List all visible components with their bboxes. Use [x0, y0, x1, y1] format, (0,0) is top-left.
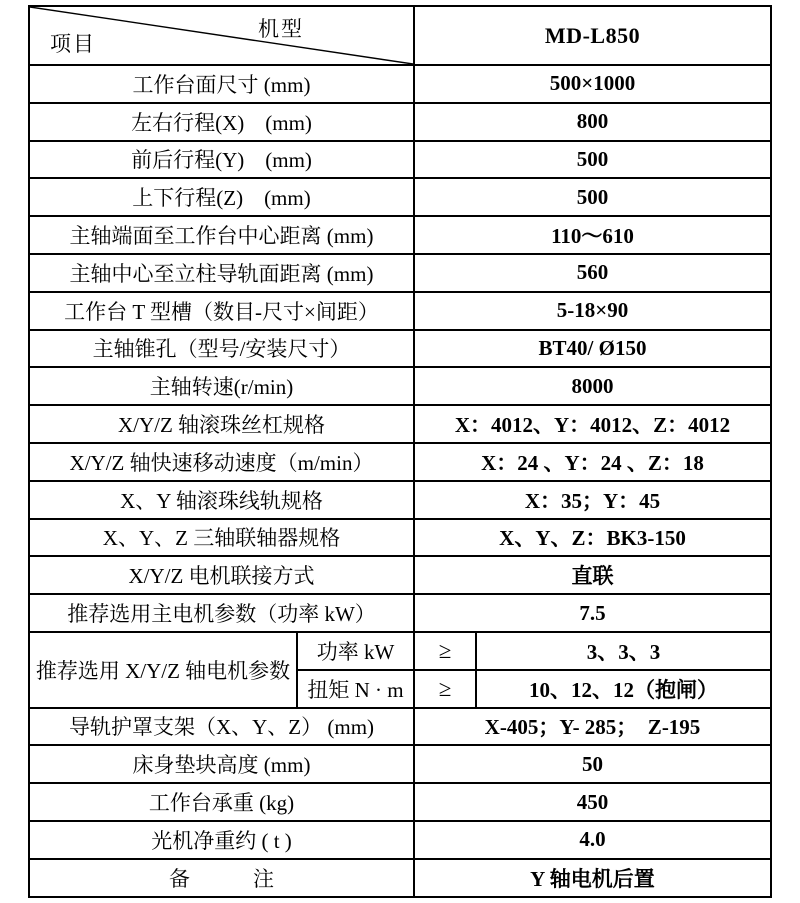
spec-value: 560: [414, 254, 771, 292]
remark-row: [29, 859, 771, 897]
spec-row: [29, 821, 771, 859]
spec-label: X/Y/Z 轴滚珠丝杠规格: [29, 405, 414, 443]
spec-label: 导轨护罩支架（X、Y、Z） (mm): [29, 708, 414, 746]
spec-row: [29, 594, 771, 632]
spec-value: 5-18×90: [414, 292, 771, 330]
spec-row: [29, 216, 771, 254]
header-machine-type-label: 机型: [258, 17, 304, 41]
spec-value: 500: [414, 141, 771, 179]
spec-value: 800: [414, 103, 771, 141]
spec-label: 工作台承重 (kg): [29, 783, 414, 821]
spec-label: 主轴转速(r/min): [29, 367, 414, 405]
spec-value: X-405；Y- 285； Z-195: [414, 708, 771, 746]
spec-label: 工作台 T 型槽（数目-尺寸×间距）: [29, 292, 414, 330]
spec-value: 8000: [414, 367, 771, 405]
spec-value: 450: [414, 783, 771, 821]
motor-power-value: 3、3、3: [476, 632, 771, 670]
motor-group-label: 推荐选用 X/Y/Z 轴电机参数: [29, 632, 297, 708]
spec-row: [29, 367, 771, 405]
spec-value: X：35；Y：45: [414, 481, 771, 519]
header-corner-cell: [29, 6, 414, 65]
spec-row: [29, 141, 771, 179]
spec-row: [29, 708, 771, 746]
remark-value: Y 轴电机后置: [414, 859, 771, 897]
spec-value: 500×1000: [414, 65, 771, 103]
spec-label: 主轴中心至立柱导轨面距离 (mm): [29, 254, 414, 292]
spec-row: [29, 178, 771, 216]
greater-equal-symbol: ≥: [414, 632, 476, 670]
spec-row: [29, 481, 771, 519]
spec-label: 左右行程(X) (mm): [29, 103, 414, 141]
spec-value: X：4012、Y：4012、Z：4012: [414, 405, 771, 443]
spec-value: 50: [414, 745, 771, 783]
table-header-row: [29, 6, 771, 65]
greater-equal-symbol: ≥: [414, 670, 476, 708]
header-model-cell: MD-L850: [414, 6, 771, 65]
spec-label: 工作台面尺寸 (mm): [29, 65, 414, 103]
spec-row: [29, 745, 771, 783]
spec-label: 上下行程(Z) (mm): [29, 178, 414, 216]
spec-row: [29, 330, 771, 368]
spec-label: X/Y/Z 轴快速移动速度（m/min）: [29, 443, 414, 481]
spec-value: BT40/ Ø150: [414, 330, 771, 368]
spec-label: 光机净重约 ( t ): [29, 821, 414, 859]
spec-row: [29, 65, 771, 103]
spec-label: X、Y 轴滚珠线轨规格: [29, 481, 414, 519]
machine-spec-table: [28, 5, 772, 898]
spec-value: 500: [414, 178, 771, 216]
motor-power-label: 功率 kW: [297, 632, 414, 670]
spec-row: [29, 519, 771, 557]
spec-label: 推荐选用主电机参数（功率 kW）: [29, 594, 414, 632]
spec-value: X：24 、Y：24 、Z：18: [414, 443, 771, 481]
spec-row: [29, 443, 771, 481]
motor-torque-label: 扭矩 N · m: [297, 670, 414, 708]
spec-label: 主轴端面至工作台中心距离 (mm): [29, 216, 414, 254]
spec-value: 110～610: [414, 216, 771, 254]
spec-label: X/Y/Z 电机联接方式: [29, 556, 414, 594]
spec-value: 直联: [414, 556, 771, 594]
spec-value: 4.0: [414, 821, 771, 859]
spec-label: 主轴锥孔（型号/安装尺寸）: [29, 330, 414, 368]
motor-torque-value: 10、12、12（抱闸）: [476, 670, 771, 708]
spec-value: X、Y、Z：BK3-150: [414, 519, 771, 557]
header-item-label: 项目: [50, 32, 96, 56]
spec-row: [29, 783, 771, 821]
spec-label: 床身垫块高度 (mm): [29, 745, 414, 783]
spec-row: [29, 103, 771, 141]
spec-label: 前后行程(Y) (mm): [29, 141, 414, 179]
spec-row: [29, 556, 771, 594]
spec-row: [29, 405, 771, 443]
motor-spec-row-power: [29, 632, 771, 670]
spec-label: X、Y、Z 三轴联轴器规格: [29, 519, 414, 557]
spec-row: [29, 292, 771, 330]
remark-label: 备 注: [29, 859, 414, 897]
spec-row: [29, 254, 771, 292]
spec-value: 7.5: [414, 594, 771, 632]
